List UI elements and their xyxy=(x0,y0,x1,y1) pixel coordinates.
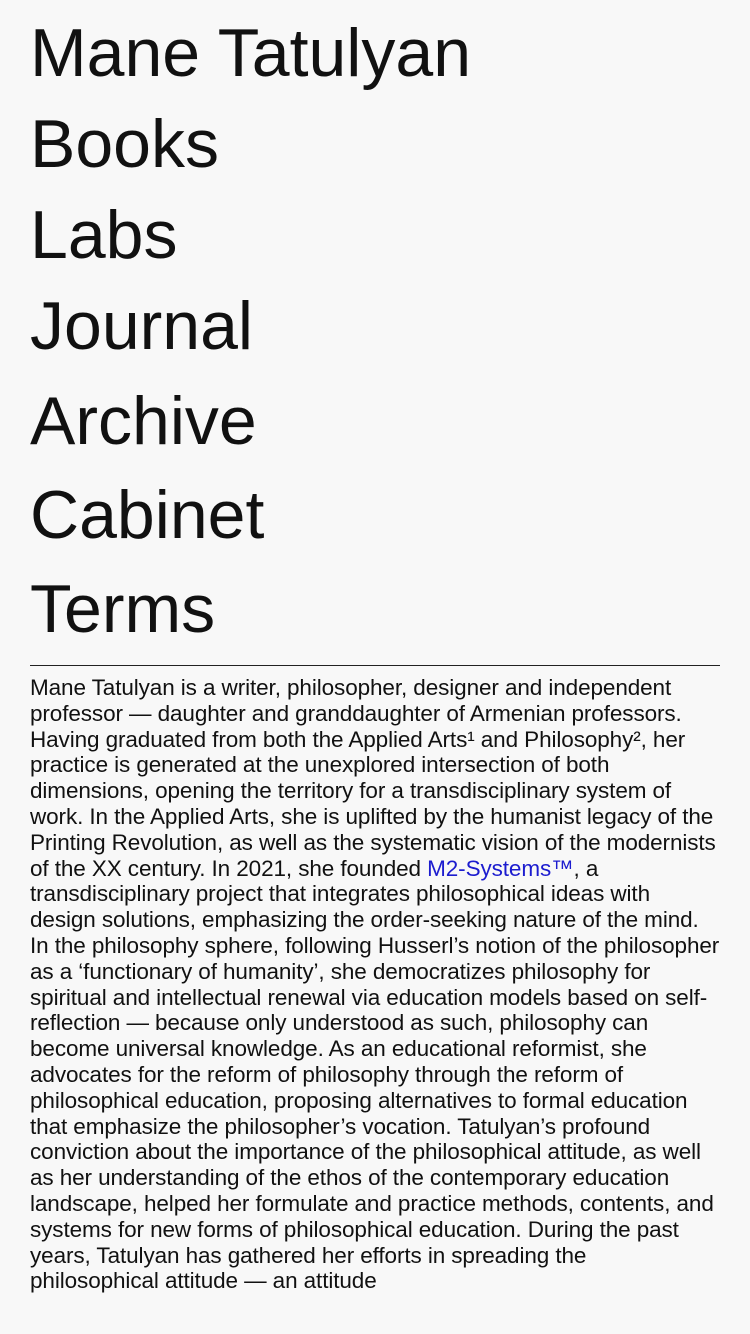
bio-text-intro: Mane Tatulyan is a writer, philosopher, designer and independent professor — daughter and granddaughter of Armenian professors. Having graduated from both the Applied Arts¹ and Philosophy², her practice is generated at the unexplored intersection of both dimensions, opening the territory for a transdisciplinary system of work. In the Applied Arts, she is uplifted by the humanist legacy of the Printing Revolution, as well as the systematic vision of the modernists of the XX century. In 2021, she founded xyxy=(30,675,716,881)
nav-link-home[interactable]: Mane Tatulyan xyxy=(30,15,472,91)
nav-item xyxy=(30,15,720,91)
nav-link-labs[interactable]: Labs xyxy=(30,197,178,273)
nav-item xyxy=(30,477,720,553)
bio-text-continued: , a transdisciplinary project that integrates philosophical ideas with design solutions, emphasizing the order-seeking nature of the mind. In the philosophy sphere, following Husserl’s notion of the philosopher as a ‘functionary of humanity’, she democratizes philosophy for spiritual and intellectual renewal via education models based on self-reflection — because only understood as such, philosophy can become universal knowledge. As an educational reformist, she advocates for the reform of philosophy through the reform of philosophical education, proposing alternatives to formal education that emphasize the philosopher’s vocation. Tatulyan’s profound conviction about the importance of the philosophical attitude, as well as her understanding of the ethos of the contemporary education landscape, helped her formulate and practice methods, contents, and systems for new forms of philosophical education. During the past years, Tatulyan has gathered her efforts in spreading the philosophical attitude — an attitude xyxy=(30,855,720,1294)
nav-item xyxy=(30,571,720,647)
nav-item xyxy=(30,197,720,273)
section-divider xyxy=(30,665,720,666)
nav-link-journal[interactable]: Journal xyxy=(30,288,254,364)
nav-link-archive[interactable]: Archive xyxy=(30,383,257,459)
nav-item xyxy=(30,106,720,182)
nav-link-cabinet[interactable]: Cabinet xyxy=(30,477,265,553)
bio-paragraph xyxy=(30,675,720,1294)
nav-link-books[interactable]: Books xyxy=(30,106,219,182)
nav-link-terms[interactable]: Terms xyxy=(30,571,216,647)
nav-item xyxy=(30,383,720,459)
main-navigation xyxy=(30,15,720,647)
m2-systems-link[interactable]: M2-Systems™ xyxy=(427,855,574,881)
nav-item xyxy=(30,288,720,364)
